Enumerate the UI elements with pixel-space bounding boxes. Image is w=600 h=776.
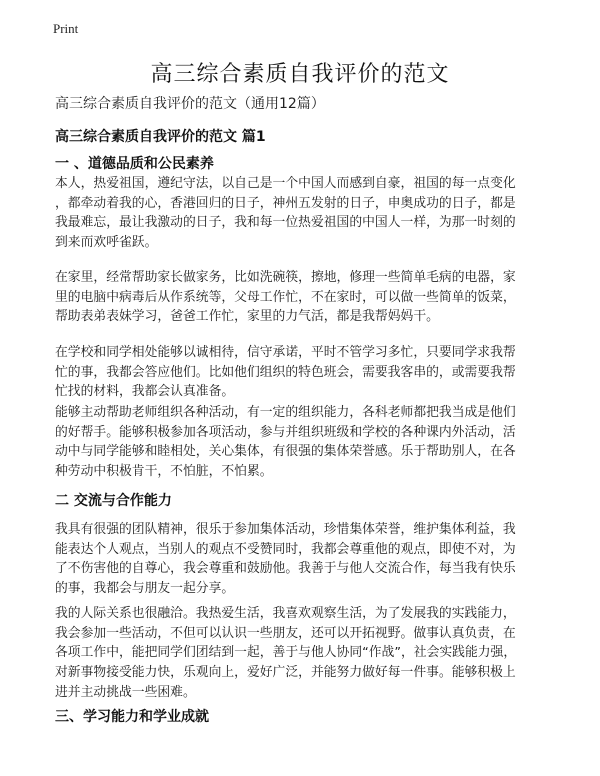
text-line: 的事，我都会与朋友一起分享。 bbox=[55, 581, 235, 597]
text-line: 帮助表弟表妹学习，爸爸工作忙，家里的力气活，都是我帮妈妈干。 bbox=[55, 309, 439, 325]
text-line: 能表达个人观点，当别人的观点不受赞同时，我都会尊重他的观点，即使不对，为 bbox=[55, 541, 516, 557]
page-title: 高三综合素质自我评价的范文 bbox=[150, 62, 450, 87]
paragraph-3 bbox=[55, 343, 548, 402]
text-line: 进并主动挑战一些困难。 bbox=[55, 684, 196, 700]
text-line: ，都牵动着我的心，香港回归的日子，神州五发射的日子，申奥成功的日子，都是 bbox=[55, 195, 516, 211]
paragraph-4 bbox=[55, 403, 548, 482]
subtitle: 高三综合素质自我评价的范文（通用12篇） bbox=[55, 96, 325, 112]
text-line: 在家里，经常帮助家长做家务，比如洗碗筷，擦地，修理一些简单毛病的电器，家 bbox=[55, 270, 516, 285]
print-link[interactable]: Print bbox=[53, 21, 79, 36]
text-line: 忙找的材料，我都会认真准备。 bbox=[55, 384, 235, 400]
paragraph-1 bbox=[55, 174, 548, 253]
paragraph-5 bbox=[55, 520, 548, 599]
text-line: 忙的事，我都会答应他们。比如他们组织的特色班会，需要我客串的，或需要我帮 bbox=[55, 364, 516, 380]
text-line: 各项工作中，能把同学们团结到一起，善于与他人协同“作战”，社会实践能力强， bbox=[55, 645, 517, 661]
text-line: 我会参加一些活动，不但可以认识一些朋友，还可以开拓视野。做事认真负责，在 bbox=[55, 625, 516, 641]
text-line: 里的电脑中病毒后从作系统等，父母工作忙，不在家时，可以做一些简单的饭菜， bbox=[55, 289, 516, 305]
section-heading-3: 三、学习能力和学业成就 bbox=[55, 709, 209, 725]
text-line: 我具有很强的团队精神，很乐于参加集体活动，珍惜集体荣誉，维护集体利益，我 bbox=[55, 522, 516, 537]
paragraph-2 bbox=[55, 268, 548, 327]
article-heading: 高三综合素质自我评价的范文 篇1 bbox=[55, 129, 266, 145]
section-heading-1: 一 、道德品质和公民素养 bbox=[55, 156, 214, 172]
text-line: 对新事物接受能力快，乐观向上，爱好广泛，并能努力做好每一件事。能够积极上 bbox=[55, 665, 516, 681]
text-line: 种劳动中积极肯干，不怕脏，不怕累。 bbox=[55, 464, 273, 480]
text-line: 在学校和同学相处能够以诚相待，信守承诺，平时不管学习多忙，只要同学求我帮 bbox=[55, 345, 516, 360]
section-heading-2: 二 交流与合作能力 bbox=[55, 493, 172, 509]
text-line: 本人，热爱祖国，遵纪守法，以自己是一个中国人而感到自豪，祖国的每一点变化 bbox=[55, 176, 516, 191]
text-line: 我最难忘，最让我激动的日子，我和每一位热爱祖国的中国人一样，为那一时刻的 bbox=[55, 215, 516, 231]
text-line: 动中与同学能够和睦相处，关心集体，有很强的集体荣誉感。乐于帮助别人，在各 bbox=[55, 444, 516, 460]
text-line: 我的人际关系也很融洽。我热爱生活，我喜欢观察生活，为了发展我的实践能力， bbox=[55, 606, 516, 621]
text-line: 了不伤害他的自尊心，我会尊重和鼓励他。我善于与他人交流合作，每当我有快乐 bbox=[55, 561, 516, 577]
text-line: 能够主动帮助老师组织各种活动，有一定的组织能力，各科老师都把我当成是他们 bbox=[55, 405, 516, 420]
text-line: 到来而欢呼雀跃。 bbox=[55, 235, 158, 251]
text-line: 的好帮手。能够积极参加各项活动，参与并组织班级和学校的各种课内外活动，活 bbox=[55, 424, 516, 440]
paragraph-6 bbox=[55, 604, 548, 703]
